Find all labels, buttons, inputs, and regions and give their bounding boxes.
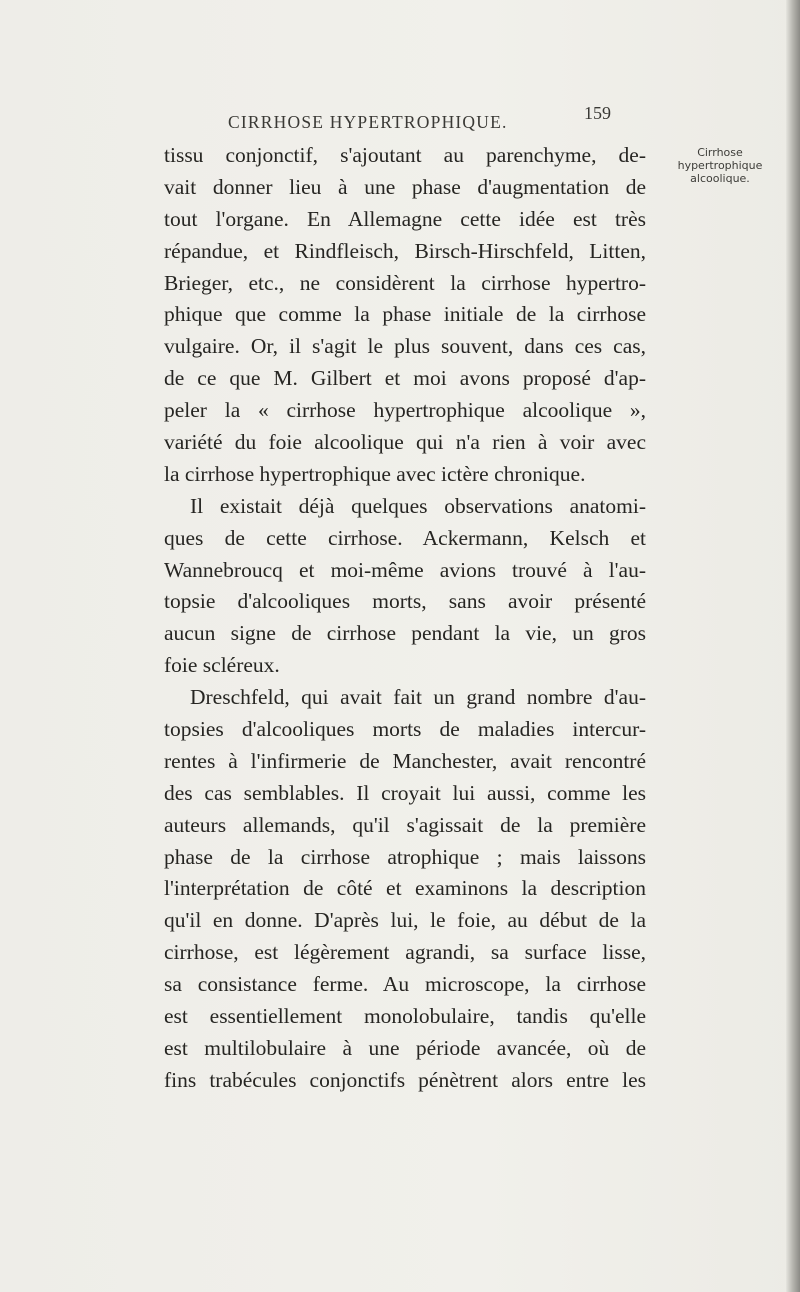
body-text — [164, 140, 646, 1097]
text-line: ques de cette cirrhose. Ackermann, Kelsch et — [164, 525, 646, 550]
page-edge-shadow — [786, 0, 800, 1292]
margin-note-line: hypertrophique — [677, 159, 763, 172]
text-line: sa consistance ferme. Au microscope, la cirrhose — [164, 972, 646, 997]
text-line: répandue, et Rindfleisch, Birsch-Hirschfeld, Litten, — [164, 238, 646, 263]
text-line: qu'il en donne. D'après lui, le foie, au début de la — [164, 908, 646, 933]
text-line: tout l'organe. En Allemagne cette idée est très — [164, 206, 646, 231]
text-line: est essentiellement monolobulaire, tandis qu'elle — [164, 1004, 646, 1029]
text-line: auteurs allemands, qu'il s'agissait de la première — [164, 812, 646, 837]
text-line: vait donner lieu à une phase d'augmentation de — [164, 174, 646, 199]
text-line: la cirrhose hypertrophique avec ictère chronique. — [164, 461, 586, 486]
text-line: est multilobulaire à une période avancée, où de — [164, 1035, 646, 1060]
margin-note — [650, 146, 790, 185]
text-line: phase de la cirrhose atrophique ; mais laissons — [164, 844, 646, 869]
margin-note-line: alcoolique. — [690, 172, 750, 185]
text-line: Wannebroucq et moi-même avions trouvé à l'au- — [164, 557, 646, 582]
text-line: Brieger, etc., ne considèrent la cirrhose hypertro- — [164, 270, 646, 295]
text-line: peler la « cirrhose hypertrophique alcoolique », — [164, 398, 646, 423]
text-line: vulgaire. Or, il s'agit le plus souvent, dans ces cas, — [164, 334, 646, 359]
text-line: foie scléreux. — [164, 653, 280, 678]
text-line: topsies d'alcooliques morts de maladies intercur- — [164, 717, 646, 742]
text-line: rentes à l'infirmerie de Manchester, avait rencontré — [164, 748, 646, 773]
page-number: 159 — [584, 103, 611, 123]
margin-note-line: Cirrhose — [697, 146, 743, 159]
text-line: phique que comme la phase initiale de la cirrhose — [164, 302, 646, 327]
text-line: topsie d'alcooliques morts, sans avoir présenté — [164, 589, 646, 614]
text-line: variété du foie alcoolique qui n'a rien à voir avec — [164, 430, 646, 455]
text-line: fins trabécules conjonctifs pénètrent alors entre les — [164, 1067, 646, 1092]
text-line: aucun signe de cirrhose pendant la vie, un gros — [164, 621, 646, 646]
text-line: des cas semblables. Il croyait lui aussi, comme les — [164, 780, 646, 805]
text-line: tissu conjonctif, s'ajoutant au parenchyme, de- — [164, 143, 646, 167]
text-line: Il existait déjà quelques observations anatomi- — [190, 493, 646, 518]
text-line: de ce que M. Gilbert et moi avons proposé d'ap- — [164, 366, 646, 391]
text-line: l'interprétation de côté et examinons la description — [164, 876, 646, 901]
text-line: cirrhose, est légèrement agrandi, sa surface lisse, — [164, 940, 646, 965]
text-line: Dreschfeld, qui avait fait un grand nombre d'au- — [190, 685, 646, 710]
running-title: CIRRHOSE HYPERTROPHIQUE. — [228, 112, 508, 132]
